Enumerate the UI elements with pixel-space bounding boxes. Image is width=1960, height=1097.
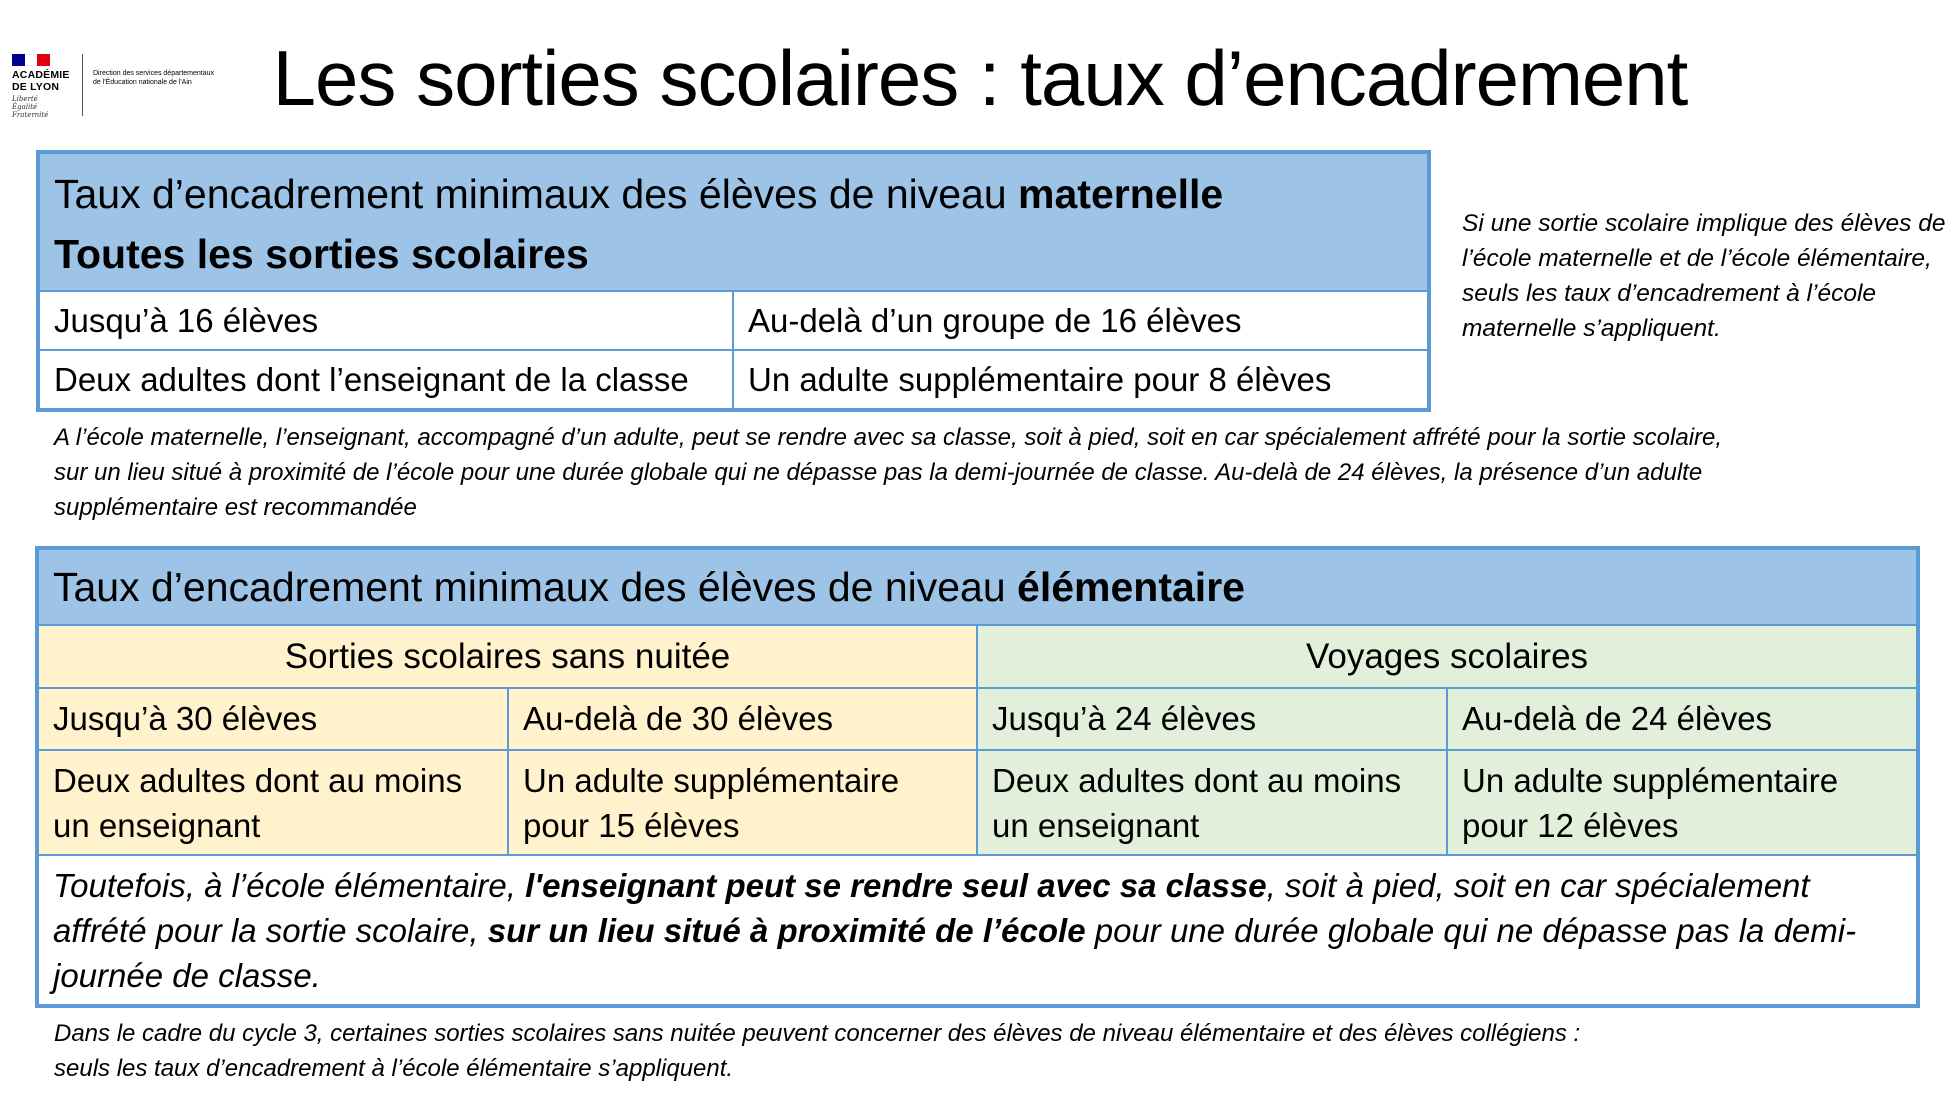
g2-col1-head: Jusqu’à 24 élèves xyxy=(977,688,1447,750)
footer-emphasis: l'enseignant peut se rendre seul avec sa classe xyxy=(525,866,1267,904)
footer-text: pour une durée globale qui ne dépasse pas la demi-journée de classe. xyxy=(53,911,1857,994)
logo-academy-name: ACADÉMIE DE LYON xyxy=(12,69,70,93)
elementaire-table xyxy=(37,548,1918,1006)
note-cycle3-line: seuls les taux d’encadrement à l’école élémentaire s’appliquent. xyxy=(54,1055,734,1082)
elementaire-footer-note xyxy=(38,855,1917,1005)
note-maternelle-line: A l’école maternelle, l’enseignant, accompagné d’un adulte, peut se rendre avec sa classe, soit à pied, soit en car spécialement affrété pour la sortie scolaire, xyxy=(54,424,1723,451)
maternelle-col1-value: Deux adultes dont l’enseignant de la classe xyxy=(39,350,733,409)
page-title: Les sorties scolaires : taux d’encadrement xyxy=(272,34,1688,122)
g1-col1-value: Deux adultes dont au moins un enseignant xyxy=(38,750,508,855)
maternelle-header-subtitle: Toutes les sorties scolaires xyxy=(54,231,589,277)
g2-col2-value: Un adulte supplémentaire pour 12 élèves xyxy=(1447,750,1917,855)
note-mixed-levels: Si une sortie scolaire implique des élèves de l’école maternelle et de l’école élémentaire, seuls les taux d’encadrement à l’école maternelle s’appliquent. xyxy=(1462,210,1946,342)
g2-col2-head: Au-delà de 24 élèves xyxy=(1447,688,1917,750)
g1-col2-head: Au-delà de 30 élèves xyxy=(508,688,977,750)
g1-col2-value: Un adulte supplémentaire pour 15 élèves xyxy=(508,750,977,855)
maternelle-header-level: maternelle xyxy=(1018,171,1224,217)
maternelle-col1-head: Jusqu’à 16 élèves xyxy=(39,291,733,350)
g2-col1-value: Deux adultes dont au moins un enseignant xyxy=(977,750,1447,855)
footer-text: , soit à pied, soit en car spécialement affrété pour la sortie scolaire, xyxy=(53,866,1810,949)
elementaire-header-prefix: Taux d’encadrement minimaux des élèves de niveau xyxy=(53,563,1018,610)
maternelle-col2-head: Au-delà d’un groupe de 16 élèves xyxy=(733,291,1428,350)
note-maternelle-line: sur un lieu situé à proximité de l’école pour une durée globale qui ne dépasse pas la demi-journée de classe. Au-delà de 24 élèves, la présence d’un adulte xyxy=(54,459,1703,486)
note-maternelle-line: supplémentaire est recommandée xyxy=(54,494,417,521)
group-sorties-sans-nuitee: Sorties scolaires sans nuitée xyxy=(38,625,977,688)
elementaire-header-level: élémentaire xyxy=(1017,563,1245,610)
maternelle-col2-value: Un adulte supplémentaire pour 8 élèves xyxy=(733,350,1428,409)
g1-col1-head: Jusqu’à 30 élèves xyxy=(38,688,508,750)
maternelle-table xyxy=(38,152,1429,410)
note-cycle3-line: Dans le cadre du cycle 3, certaines sorties scolaires sans nuitée peuvent concerner des élèves de niveau élémentaire et des élèves collégiens : xyxy=(54,1020,1581,1047)
note-maternelle xyxy=(54,420,1934,525)
logo-direction: Direction des services départementaux de l'Éducation nationale de l'Ain xyxy=(93,70,215,86)
group-voyages-scolaires: Voyages scolaires xyxy=(977,625,1917,688)
maternelle-header xyxy=(39,153,1428,291)
footer-text: Toutefois, à l’école élémentaire, xyxy=(53,866,526,904)
logo-motto: Liberté Égalité Fraternité xyxy=(12,95,49,119)
note-cycle3 xyxy=(54,1016,1934,1086)
footer-emphasis: sur un lieu situé à proximité de l’école xyxy=(487,911,1086,949)
maternelle-header-prefix: Taux d’encadrement minimaux des élèves de niveau xyxy=(54,171,1019,217)
elementaire-header xyxy=(38,549,1917,625)
